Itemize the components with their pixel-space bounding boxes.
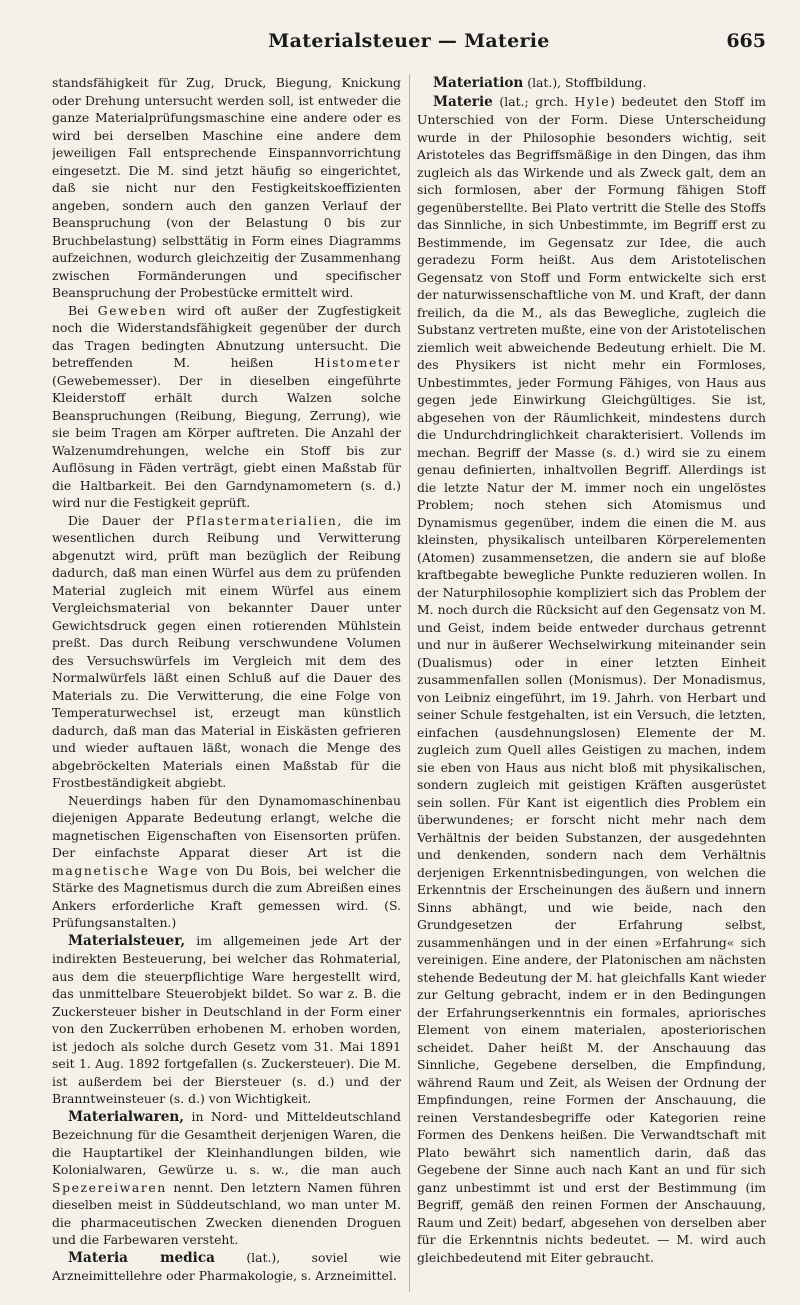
paragraph: standsfähigkeit für Zug, Druck, Biegung, Knickung oder Drehung untersucht werden soll, ist entweder die ganze Materialprüfungsmaschine eine andere oder es wird bei derselben Maschine eine andere dem jeweiligen Fall entsprechende Einspannvorrichtung eingesetzt. Die M. sind jetzt häufig so eingerichtet, daß sie nicht nur den Festigkeitskoeffizienten angeben, sondern auch den ganzen Verlauf der Beanspruchung (von der Belastung 0 bis zur Bruchbelastung) selbsttätig in Form eines Diagramms aufzeichnen, wodurch gleichzeitig der Zusammenhang zwischen Formänderungen und specifischer Beanspruchung der Probestücke ermittelt wird.	[52, 75, 401, 300]
paragraph: Die Dauer der Pflastermaterialien, die im wesentlichen durch Reibung und Verwitterung abgenutzt wird, prüft man bezüglich der Reibung dadurch, daß man einen Würfel aus dem zu prüfenden Material zugleich mit einem Würfel aus einem Vergleichsmaterial von bekannter Dauer unter Gewichtsdruck gegen einen rotierenden Mühlstein preßt. Das durch Reibung verschwundene Volumen des Versuchswürfels im Vergleich mit dem des Normalwürfels läßt einen Schluß auf die Dauer des Materials zu. Die Verwitterung, die eine Folge von Temperaturwechsel ist, erzeugt man künstlich dadurch, daß man das Material in Eiskästen gefrieren und wieder auftauen läßt, wonach die Menge des abgebröckelten Materials einen Maßstab für die Frostbeständigkeit abgiebt.	[52, 512, 401, 790]
entry-headword: Materialwaren,	[68, 1108, 185, 1125]
paragraph: Neuerdings haben für den Dynamomaschinenbau diejenigen Apparate Bedeutung erlangt, welche die magnetischen Eigenschaften von Eisensorten prüfen. Der einfachste Apparat dieser Art ist die magnetische Wage von Du Bois, bei welcher die Stärke des Magnetismus durch die zum Abreißen eines Ankers erforderliche Kraft gemessen wird. (S. Prüfungsanstalten.)	[52, 792, 401, 930]
paragraph: Bei Geweben wird oft außer der Zugfestigkeit noch die Widerstandsfähigkeit gegenüber der durch das Tragen bedingten Abnutzung untersucht. Die betreffenden M. heißen Histometer (Gewebemesser). Der in dieselben eingeführte Kleiderstoff erhält durch Walzen solche Beanspruchungen (Reibung, Biegung, Zerrung), wie sie beim Tragen am Körper auftreten. Die Anzahl der Walzenumdrehungen, welche ein Stoff bis zur Auflösung in Fäden verträgt, giebt einen Maßstab für die Haltbarkeit. Bei den Garndynamometern (s. d.) wird nur die Festigkeit geprüft.	[52, 302, 401, 510]
page-header	[52, 30, 766, 54]
left-column	[52, 74, 401, 1292]
dictionary-entry: Materialwaren, in Nord- und Mitteldeutschland Bezeichnung für die Gesamtheit derjenigen Waren, die die Hauptartikel der Kleinhandlungen bilden, wie Kolonialwaren, Gewürze u. s. w., die man auch Spezereiwaren nennt. Den letztern Namen führen dieselben meist in Süddeutschland, wo man unter M. die pharmaceutischen Zwecken dienenden Droguen und die Farbewaren versteht.	[52, 1108, 401, 1247]
running-title: Materialsteuer — Materie	[268, 30, 550, 52]
entry-headword: Materie	[433, 93, 493, 110]
spaced-term: Geweben	[97, 302, 168, 318]
dictionary-entry: Materia medica (lat.), soviel wie Arzneimittellehre oder Pharmakologie, s. Arzneimittel.	[52, 1249, 401, 1283]
spaced-term: Pflastermaterialien	[186, 512, 338, 528]
entry-headword: Materialsteuer,	[68, 932, 186, 949]
spaced-term: Spezereiwaren	[52, 1179, 167, 1195]
column-divider	[409, 74, 410, 1292]
dictionary-entry: Materie (lat.; grch. Hyle) bedeutet den Stoff im Unterschied von der Form. Diese Unterscheidung wurde in der Philosophie besonders wichtig, seit Aristoteles das Begriffsmäßige in den Dingen, das ihm zugleich als das Wirkende und als Zweck galt, dem an sich formlosen, aber der Formung fähigen Stoff gegenüberstellte. Bei Plato vertritt die Stelle des Stoffs das Sinnliche, in sich Unbestimmte, im Begriff erst zu Bestimmende, im Gegensatz zur Idee, die auch geradezu Form heißt. Aus dem Aristotelischen Gegensatz von Stoff und Form entwickelte sich erst der naturwissenschaftliche von M. und Kraft, der dann freilich, da die M., als das Bewegliche, zugleich die Substanz vertreten mußte, eine von der Aristotelischen ziemlich weit abweichende Bedeutung erhielt. Die M. des Physikers ist nicht mehr ein Formloses, Unbestimmtes, jeder Formung Fähiges, von Haus aus gegen jede Einwirkung Gleichgültiges. Sie ist, abgesehen von der Räumlichkeit, mindestens durch die Undurchdringlichkeit charakterisiert. Vollends im mechan. Begriff der Masse (s. d.) wird sie zu einem genau definierten, inhaltvollen Begriff. Allerdings ist die letzte Natur der M. immer noch ein ungelöstes Problem; noch stehen sich Atomismus und Dynamismus gegenüber, indem die einen die M. aus kleinsten, physikalisch unteilbaren Körperelementen (Atomen) zusammensetzen, die andern sie auf bloße kraftbegabte bewegliche Punkte reduzieren wollen. In der Naturphilosophie kompliziert sich das Problem der M. noch durch die Rücksicht auf den Gegensatz von M. und Geist, indem beide entweder durchaus getrennt und nur in äußerer Wechselwirkung miteinander sein (Dualismus) oder in einer letzten Einheit zusammenfallen sollen (Monismus). Der Monadismus, von Leibniz eingeführt, im 19. Jahrh. von Herbart und seiner Schule festgehalten, ist ein Versuch, die letzten, einfachen (ausdehnungslosen) Elemente der M. zugleich zum Quell alles Geistigen zu machen, indem sie eben von Haus aus nicht bloß mit physikalischen, sondern zugleich mit geistigen Kräften ausgerüstet sein sollen. Für Kant ist eigentlich dies Problem ein überwundenes; er forscht nicht mehr nach dem Verhältnis der beiden Substanzen, der ausgedehnten und denkenden, sondern nach dem Verhältnis derjenigen Erkenntnisbedingungen, von welchen die Erkenntnis der Erscheinungen des äußern und innern Sinns abhängt, und wie beide, nach den Grundgesetzen der Erfahrung selbst, zusammenhängen und in der einen »Erfahrung« sich vereinigen. Eine andere, der Platonischen am nächsten stehende Bedeutung der M. hat gleichfalls Kant wieder zur Geltung gebracht, indem er in den Bedingungen der Erfahrungserkenntnis ein formales, apriorisches Element von einem materialen, aposteriorischen scheidet. Daher heißt M. der Anschauung das Sinnliche, Gegebene derselben, die Empfindung, während Raum und Zeit, als Weisen der Ordnung der Empfindungen, reine Formen der Anschauung, die reinen Verstandesbegriffe oder Kategorien reine Formen des Denkens heißen. Die Verwandtschaft mit Plato bewährt sich namentlich darin, daß das Gegebene der Sinne auch nach Kant an und für sich ganz unbestimmt ist und erst der Bestimmung (im Begriff, gemäß den reinen Formen der Anschauung, Raum und Zeit) bedarf, abgesehen von derselben aber für die Erkenntnis nichts bedeutet. — M. wird auch gleichbedeutend mit Eiter gebraucht.	[417, 93, 766, 1265]
right-column	[417, 74, 766, 1292]
spaced-term: Histometer	[314, 355, 401, 370]
entry-headword: Materia medica	[68, 1249, 215, 1266]
dictionary-entry: Materialsteuer, im allgemeinen jede Art der indirekten Besteuerung, bei welcher das Rohmaterial, aus dem die steuerpflichtige Ware hergestellt wird, das unmittelbare Steuerobjekt bildet. So war z. B. die Zuckersteuer bisher in Deutschland in der Form einer von den Zuckerrüben erhobenen M. erhoben worden, ist jedoch als solche durch Gesetz vom 31. Mai 1891 seit 1. Aug. 1892 fortgefallen (s. Zuckersteuer). Die M. ist außerdem bei der Biersteuer (s. d.) und der Branntweinsteuer (s. d.) von Wichtigkeit.	[52, 932, 401, 1106]
dictionary-entry: Materiation (lat.), Stoffbildung.	[433, 75, 647, 91]
page-number: 665	[726, 30, 766, 52]
text-columns	[52, 74, 766, 1292]
entry-headword: Materiation	[433, 75, 524, 91]
spaced-term: magnetische Wage	[52, 862, 199, 878]
spaced-term: Hyle	[574, 93, 611, 109]
